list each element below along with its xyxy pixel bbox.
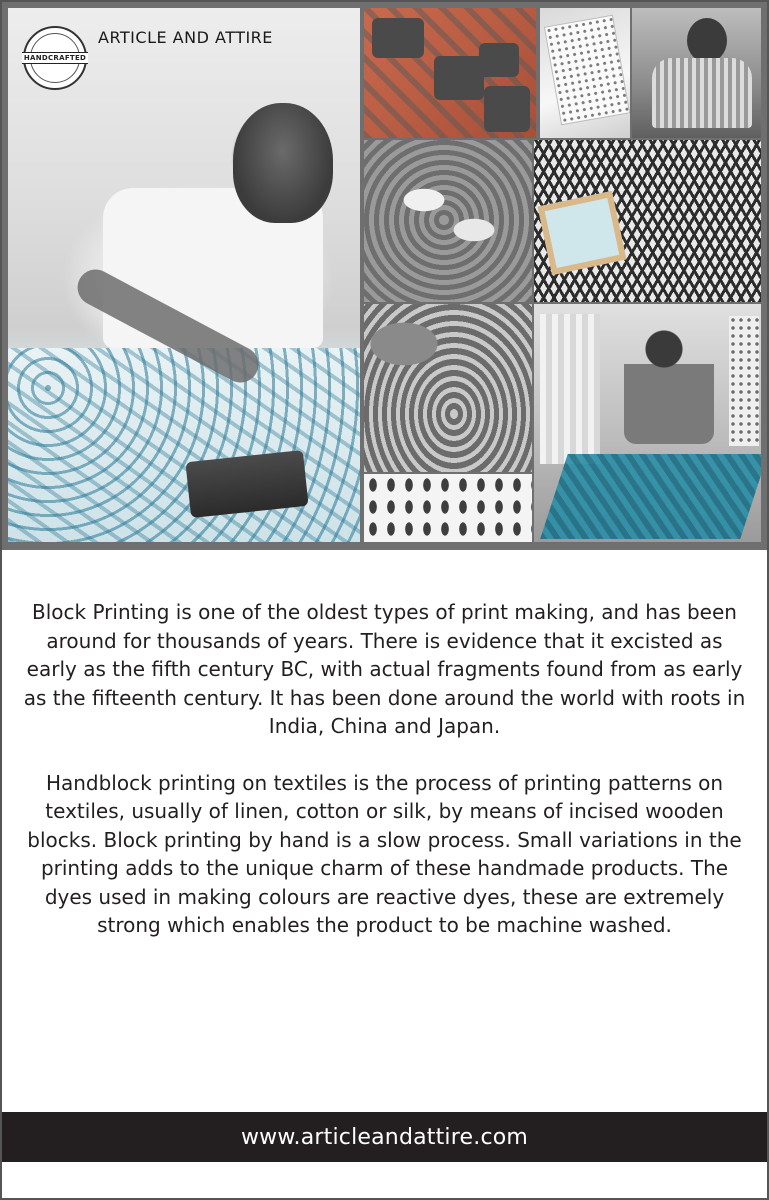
process-paragraph: Handblock printing on textiles is the process of printing patterns on textiles, usually of linen, cotton or silk, by means of incised wooden blocks. Block printing by hand is a slow process. Small variations in the printing adds to the unique charm of these handmade products. The dyes used in making colours are reactive dyes, these are extremely strong which enables the product to be machine washed. xyxy=(27,770,742,937)
chevron-print-photo xyxy=(534,140,761,302)
artisan-carving-photo xyxy=(632,8,761,138)
handcrafted-stamp-logo xyxy=(23,26,87,90)
artisan-head xyxy=(233,103,333,223)
carved-blocks-photo xyxy=(364,8,536,138)
block-stack-photo xyxy=(364,140,532,302)
photo-collage xyxy=(2,2,767,550)
motif-pattern-photo xyxy=(364,474,532,542)
block-carving-detail-photo xyxy=(364,304,532,472)
brand-name: ARTICLE AND ATTIRE xyxy=(98,28,273,47)
description-text xyxy=(22,598,747,940)
stamp-label: HANDCRAFTED xyxy=(23,54,87,62)
history-paragraph: Block Printing is one of the oldest types of print making, and has been around for thousands of years. There is evidence that it excisted as early as the fifth century BC, with actual fragments found from as early as the fifteenth century. It has been done around the world with roots in India, China and Japan. xyxy=(23,600,746,738)
footer-bar xyxy=(2,1112,767,1162)
pattern-sheet-photo xyxy=(540,8,630,138)
printer-at-table-photo xyxy=(534,304,761,542)
artisan-printing-photo xyxy=(8,8,360,542)
website-link[interactable]: www.articleandattire.com xyxy=(240,1124,529,1150)
printed-fabric xyxy=(8,348,360,542)
